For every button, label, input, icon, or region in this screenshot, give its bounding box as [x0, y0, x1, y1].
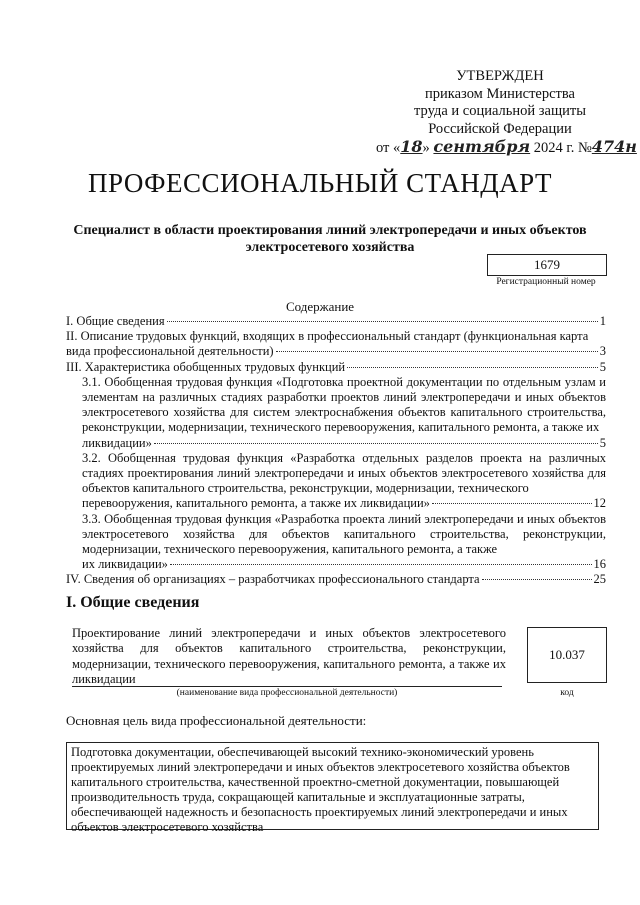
- handwritten-day: 18: [400, 137, 423, 156]
- document-subtitle: Специалист в области проектирования линий электропередачи и иных объектов электросетевого хозяйства: [73, 223, 587, 255]
- approval-title: УТВЕРЖДЕН: [456, 68, 544, 84]
- toc-leader: [276, 351, 598, 352]
- approval-line: труда и социальной защиты: [414, 103, 586, 119]
- toc-leader: [167, 321, 598, 322]
- toc-leader: [170, 564, 592, 565]
- code-caption: код: [560, 688, 574, 698]
- goal-label: Основная цель вида профессиональной деятельности:: [66, 713, 367, 728]
- toc-leader: [482, 579, 592, 580]
- toc-item-text: II. Описание трудовых функций, входящих в профессиональный стандарт (функциональная карта: [66, 329, 589, 344]
- approval-date-line: [376, 137, 637, 158]
- date-year: 2024 г. №: [530, 140, 592, 156]
- toc-item-text: 3.2. Обобщенная трудовая функция «Разработка отдельных разделов проекта на различных стадиях проектирования линий электропередачи и иных объектов электросетевого хозяйства для объектов капитального строительства, реконструкции, модернизации, технического: [82, 450, 606, 496]
- toc-item-page: 16: [593, 557, 606, 572]
- toc-item-text: ликвидации»: [82, 435, 152, 450]
- toc-item-page: 1: [599, 314, 606, 328]
- activity-caption: (наименование вида профессиональной деятельности): [176, 688, 398, 698]
- toc-item[interactable]: [66, 375, 606, 451]
- toc-item-text: их ликвидации»: [82, 557, 168, 572]
- toc-title: Содержание: [285, 299, 355, 314]
- activity-code-box: 10.037: [527, 627, 607, 683]
- handwritten-number: 474н: [591, 137, 637, 156]
- approval-block: [376, 68, 637, 158]
- registration-caption: Регистрационный номер: [496, 277, 596, 287]
- date-mid: »: [422, 140, 434, 156]
- section-heading: I. Общие сведения: [66, 594, 200, 611]
- document-title: ПРОФЕССИОНАЛЬНЫЙ СТАНДАРТ: [87, 168, 553, 198]
- toc-item-text: III. Характеристика обобщенных трудовых функций: [66, 359, 346, 374]
- toc-item[interactable]: [66, 360, 606, 375]
- activity-underline: [72, 686, 502, 687]
- toc-item-text: IV. Сведения об организациях – разработчиках профессионального стандарта: [66, 572, 480, 587]
- toc-item[interactable]: [66, 329, 606, 359]
- toc-item-page: 12: [593, 496, 606, 511]
- toc-item[interactable]: [66, 512, 606, 573]
- toc-item[interactable]: [66, 572, 606, 587]
- toc-item[interactable]: [66, 314, 606, 329]
- toc-item-text: перевооружения, капитального ремонта, а также их ликвидации»: [82, 496, 430, 511]
- toc-item-page: 25: [593, 572, 606, 587]
- toc-item-page: 5: [599, 359, 606, 374]
- date-prefix: от «: [376, 140, 401, 156]
- registration-number-box: 1679: [487, 254, 607, 276]
- approval-line: Российской Федерации: [428, 120, 572, 137]
- toc-item-page: 5: [599, 435, 606, 450]
- goal-text-box: Подготовка документации, обеспечивающей высокий технико-экономический уровень проектируемых линий электропередачи и иных объектов электросетевого хозяйства объектов капитального строительства, качественной проектно-сметной документации, повышающей производительность труда, сокращающей капитальные и эксплуатационные затраты, обеспечивающей надежность и безопасность проектируемых линий электропередачи и иных объектов электросетевого хозяйства: [66, 742, 599, 830]
- toc-item-text: вида профессиональной деятельности): [66, 344, 274, 359]
- table-of-contents: [66, 314, 606, 588]
- approval-line: приказом Министерства: [425, 85, 575, 102]
- toc-leader: [432, 503, 592, 504]
- toc-item[interactable]: [66, 451, 606, 512]
- toc-leader: [154, 443, 598, 444]
- activity-name: Проектирование линий электропередачи и иных объектов электросетевого хозяйства для объектов капитального строительства, реконструкции, модернизации, технического перевооружения, капитального ремонта, а также их ликвидации: [72, 626, 506, 686]
- handwritten-month: сентября: [433, 137, 531, 156]
- toc-item-text: 3.1. Обобщенная трудовая функция «Подготовка проектной документации по отдельным узлам и элементам на различных стадиях разработки проектов линий электропередачи и иных объектов электросетевого хозяйства для систем электроснабжения объектов капитального строительства, реконструкции, модернизации, технического перевооружения, капитального ремонта, а также их: [82, 374, 606, 435]
- toc-item-text: 3.3. Обобщенная трудовая функция «Разработка проекта линий электропередачи и иных объектов электросетевого хозяйства для объектов капитального строительства, реконструкции, модернизации, технического перевооружения, капитального ремонта, а также: [82, 511, 606, 557]
- toc-item-page: 3: [599, 344, 606, 359]
- toc-item-text: I. Общие сведения: [66, 314, 165, 328]
- toc-leader: [347, 367, 598, 368]
